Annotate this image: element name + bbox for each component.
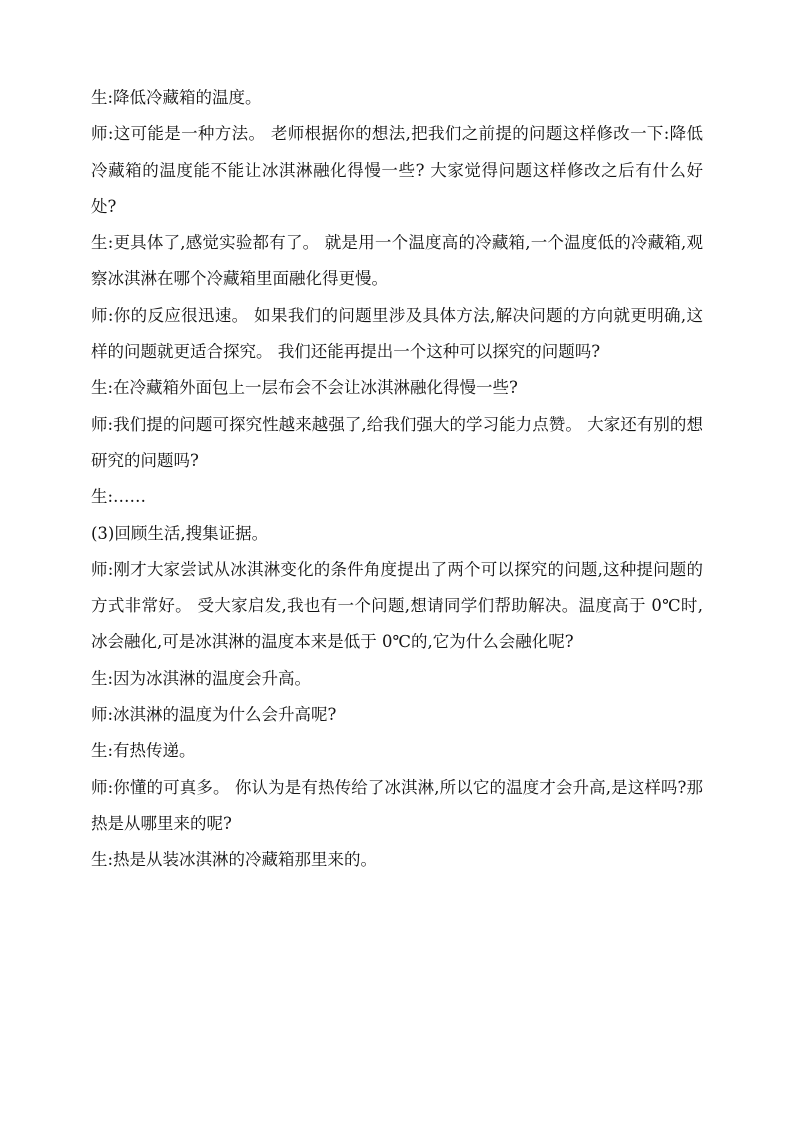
paragraph-student-6: 生:有热传递。 — [91, 741, 196, 761]
paragraph-teacher-3: 师:我们提的问题可探究性越来越强了,给我们强大的学习能力点赞。 大家还有别的想研究的问题吗? — [91, 414, 703, 470]
lesson-transcript — [91, 80, 703, 879]
paragraph-student-7: 生:热是从装冰淇淋的冷藏箱那里来的。 — [91, 850, 378, 870]
paragraph-student-4: 生:…… — [91, 487, 147, 507]
paragraph-teacher-6: 师:你懂的可真多。 你认为是有热传给了冰淇淋,所以它的温度才会升高,是这样吗?那热是从哪里来的呢? — [91, 777, 703, 833]
paragraph-student-3: 生:在冷藏箱外面包上一层布会不会让冰淇淋融化得慢一些? — [91, 378, 518, 398]
paragraph-teacher-1: 师:这可能是一种方法。 老师根据你的想法,把我们之前提的问题这样修改一下:降低冷藏箱的温度能不能让冰淇淋融化得慢一些? 大家觉得问题这样修改之后有什么好处? — [91, 124, 703, 216]
paragraph-teacher-4: 师:刚才大家尝试从冰淇淋变化的条件角度提出了两个可以探究的问题,这种提问题的方式非常好。 受大家启发,我也有一个问题,想请同学们帮助解决。温度高于 0℃时,冰会融化,可是冰淇淋的温度本来是低于 0℃的,它为什么会融化呢? — [91, 559, 703, 652]
paragraph-teacher-5: 师:冰淇淋的温度为什么会升高呢? — [91, 705, 337, 725]
section-heading: (3)回顾生活,搜集证据。 — [91, 523, 269, 543]
paragraph-student-1: 生:降低冷藏箱的温度。 — [91, 88, 262, 107]
paragraph-student-2: 生:更具体了,感觉实验都有了。 就是用一个温度高的冷藏箱,一个温度低的冷藏箱,观察冰淇淋在哪个冷藏箱里面融化得更慢。 — [91, 233, 703, 289]
paragraph-teacher-2: 师:你的反应很迅速。 如果我们的问题里涉及具体方法,解决问题的方向就更明确,这样的问题就更适合探究。 我们还能再提出一个这种可以探究的问题吗? — [91, 305, 703, 362]
paragraph-student-5: 生:因为冰淇淋的温度会升高。 — [91, 668, 312, 688]
